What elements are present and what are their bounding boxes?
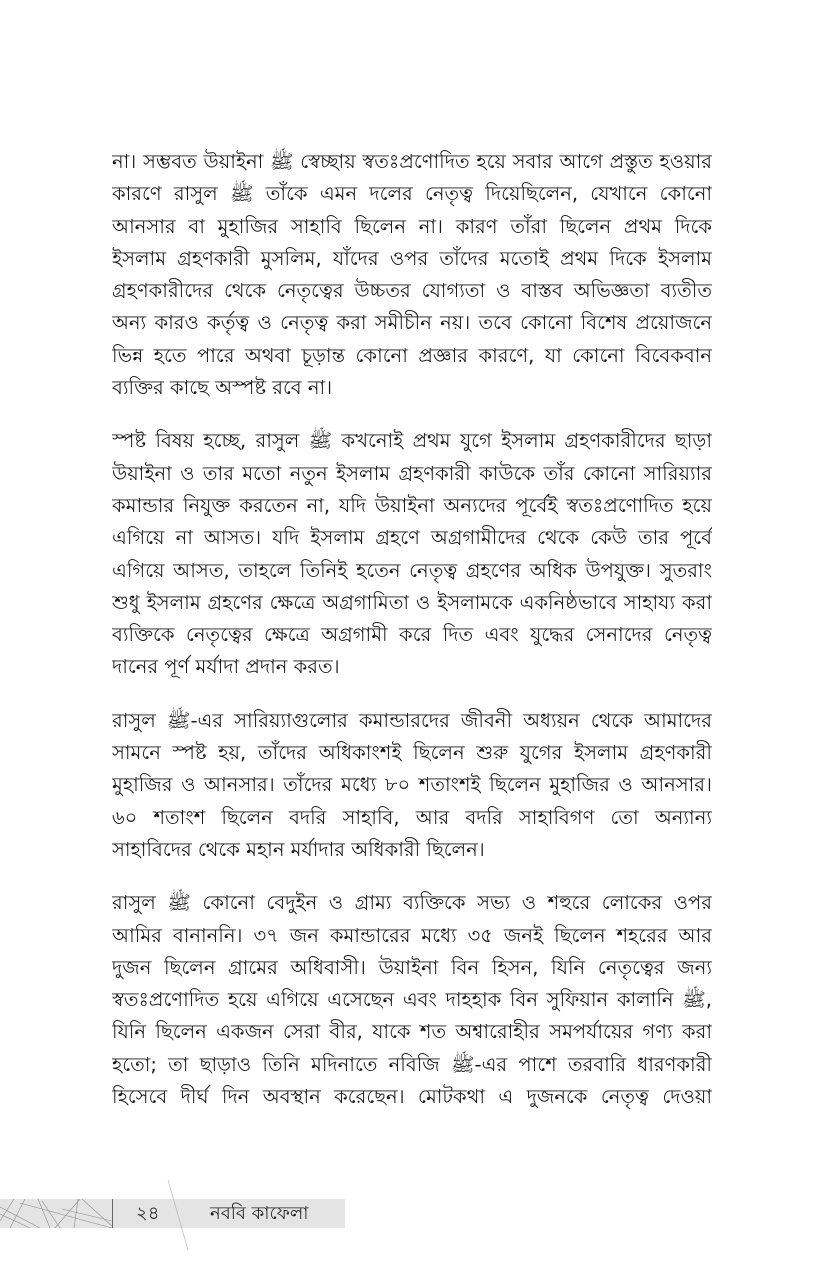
text-line: সামনে স্পষ্ট হয়, তাঁদের অধিকাংশই ছিলেন শুরু যুগের ইসলাম গ্রহণকারী <box>112 741 712 765</box>
text-line: কারণে রাসুল ﷺ তাঁকে এমন দলের নেতৃত্ব দিয়েছিলেন, যেখানে কোনো <box>112 182 712 206</box>
book-title: নববি কাফেলা <box>210 1203 309 1224</box>
text-line: দানের পূর্ণ মর্যাদা প্রদান করত। <box>112 655 340 679</box>
text-line: স্বতঃপ্রণোদিত হয়ে এগিয়ে এসেছেন এবং দাহহাক বিন সুফিয়ান কালানি ﷺ, <box>112 988 712 1012</box>
text-line: ৬০ শতাংশ ছিলেন বদরি সাহাবি, আর বদরি সাহাবিগণ তো অন্যান্য <box>112 805 712 829</box>
text-line: স্পষ্ট বিষয় হচ্ছে, রাসুল ﷺ কখনোই প্রথম যুগে ইসলাম গ্রহণকারীদের ছাড়া <box>112 429 712 453</box>
paragraph-4 <box>112 887 712 1113</box>
paragraph-2 <box>112 425 712 683</box>
text-line: যিনি ছিলেন একজন সেরা বীর, যাকে শত অশ্বারোহীর সমপর্যায়ের গণ্য করা <box>112 1020 712 1044</box>
text-line: আনসার বা মুহাজির সাহাবি ছিলেন না। কারণ তাঁরা ছিলেন প্রথম দিকে <box>112 214 712 238</box>
text-line: হতো; তা ছাড়াও তিনি মদিনাতে নবিজি ﷺ-এর পাশে তরবারি ধারণকারী <box>112 1052 712 1076</box>
text-line: এগিয়ে আসত, তাহলে তিনিই হতেন নেতৃত্ব গ্রহণের অধিক উপযুক্ত। সুতরাং <box>112 558 712 582</box>
paragraph-3 <box>112 705 712 866</box>
decorative-line-art-icon <box>0 1199 112 1228</box>
text-line: সাহাবিদের থেকে মহান মর্যাদার অধিকারী ছিলেন। <box>112 837 485 861</box>
text-line: ব্যক্তির কাছে অস্পষ্ট রবে না। <box>112 376 333 400</box>
page-body <box>112 146 712 1134</box>
text-line: অন্য কারও কর্তৃত্ব ও নেতৃত্ব করা সমীচীন নয়। তবে কোনো বিশেষ প্রয়োজনে <box>112 311 712 335</box>
text-line: গ্রহণকারীদের থেকে নেতৃত্বের উচ্চতর যোগ্যতা ও বাস্তব অভিজ্ঞতা ব্যতীত <box>112 279 712 303</box>
text-line: মুহাজির ও আনসার। তাঁদের মধ্যে ৮০ শতাংশই ছিলেন মুহাজির ও আনসার। <box>112 773 712 797</box>
text-line: উয়াইনা ও তার মতো নতুন ইসলাম গ্রহণকারী কাউকে তাঁর কোনো সারিয়্যার <box>112 461 712 485</box>
text-line: রাসুল ﷺ-এর সারিয়্যাগুলোর কমান্ডারদের জীবনী অধ্যয়ন থেকে আমাদের <box>112 708 712 732</box>
text-line: ভিন্ন হতে পারে অথবা চূড়ান্ত কোনো প্রজ্ঞার কারণে, যা কোনো বিবেকবান <box>112 343 712 367</box>
text-line: ইসলাম গ্রহণকারী মুসলিম, যাঁদের ওপর তাঁদের মতোই প্রথম দিকে ইসলাম <box>112 246 712 270</box>
text-line: এগিয়ে না আসত। যদি ইসলাম গ্রহণে অগ্রগামীদের থেকে কেউ তার পূর্বে <box>112 526 712 550</box>
text-line: ব্যক্তিকে নেতৃত্বের ক্ষেত্রে অগ্রগামী করে দিত এবং যুদ্ধের সেনাদের নেতৃত্ব <box>112 623 712 647</box>
text-line: আমির বানাননি। ৩৭ জন কমান্ডারের মধ্যে ৩৫ জনই ছিলেন শহরের আর <box>112 923 712 947</box>
text-line: না। সম্ভবত উয়াইনা ﷺ স্বেচ্ছায় স্বতঃপ্রণোদিত হয়ে সবার আগে প্রস্তুত হওয়ার <box>112 150 712 173</box>
text-line: শুধু ইসলাম গ্রহণের ক্ষেত্রে অগ্রগামিতা ও ইসলামকে একনিষ্ঠভাবে সাহায্য করা <box>112 590 712 614</box>
text-line: কমান্ডার নিযুক্ত করতেন না, যদি উয়াইনা অন্যদের পূর্বেই স্বতঃপ্রণোদিত হয়ে <box>112 493 712 517</box>
text-line: রাসুল ﷺ কোনো বেদুইন ও গ্রাম্য ব্যক্তিকে সভ্য ও শহুরে লোকের ওপর <box>112 891 712 915</box>
footer-divider <box>112 1199 113 1228</box>
text-line: হিসেবে দীর্ঘ দিন অবস্থান করেছেন। মোটকথা এ দুজনকে নেতৃত্ব দেওয়া <box>112 1085 712 1109</box>
page-number: ২৪ <box>136 1203 160 1224</box>
paragraph-1 <box>112 146 712 404</box>
page-footer <box>0 1199 345 1228</box>
text-line: দুজন ছিলেন গ্রামের অধিবাসী। উয়াইনা বিন হিসন, যিনি নেতৃত্বের জন্য <box>112 955 712 979</box>
